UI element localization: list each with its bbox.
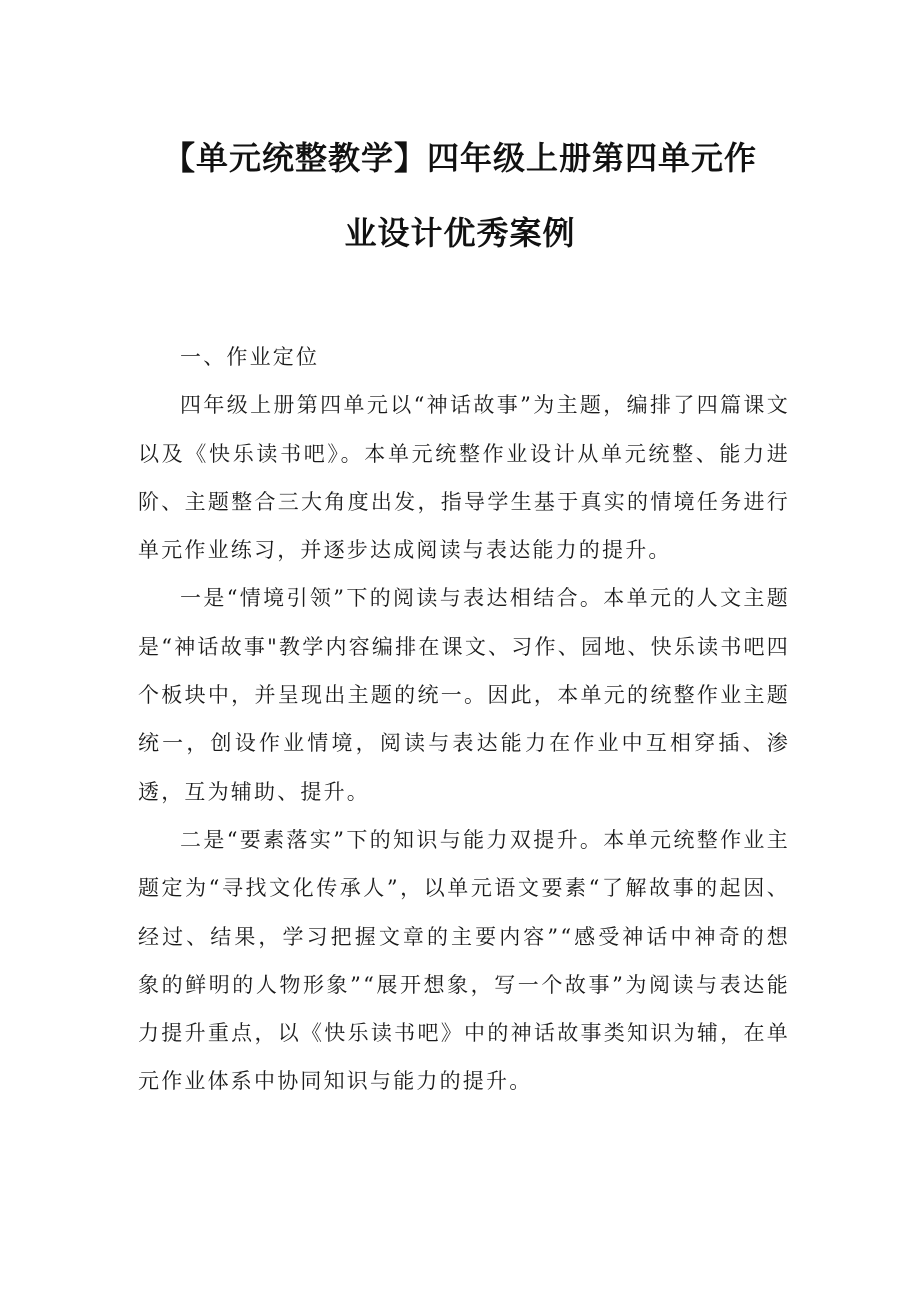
document-title-line-2: 业设计优秀案例 — [344, 214, 576, 252]
body-paragraph: 一是“情境引领”下的阅读与表达相结合。本单元的人文主题是“神话故事"教学内容编排在课文、习作、园地、快乐读书吧四个板块中，并呈现出主题的统一。因此，本单元的统整作业主题统一，创设作业情境，阅读与表达能力在作业中互相穿插、渗透，互为辅助、提升。 — [138, 586, 790, 804]
body-paragraph: 四年级上册第四单元以“神话故事”为主题，编排了四篇课文以及《快乐读书吧》。本单元统整作业设计从单元统整、能力进阶、主题整合三大角度出发，指导学生基于真实的情境任务进行单元作业练习，并逐步达成阅读与表达能力的提升。 — [138, 393, 790, 563]
section-heading: 一、作业定位 — [180, 345, 320, 369]
body-paragraph: 二是“要素落实”下的知识与能力双提升。本单元统整作业主题定为“寻找文化传承人”，以单元语文要素“了解故事的起因、经过、结果，学习把握文章的主要内容”“感受神话中神奇的想象的鲜明的人物形象”“展开想象，写一个故事”为阅读与表达能力提升重点，以《快乐读书吧》中的神话故事类知识为辅，在单元作业体系中协同知识与能力的提升。 — [138, 827, 790, 1094]
document-body — [138, 333, 790, 1106]
document-title-line-1: 【单元统整教学】四年级上册第四单元作 — [162, 139, 757, 177]
